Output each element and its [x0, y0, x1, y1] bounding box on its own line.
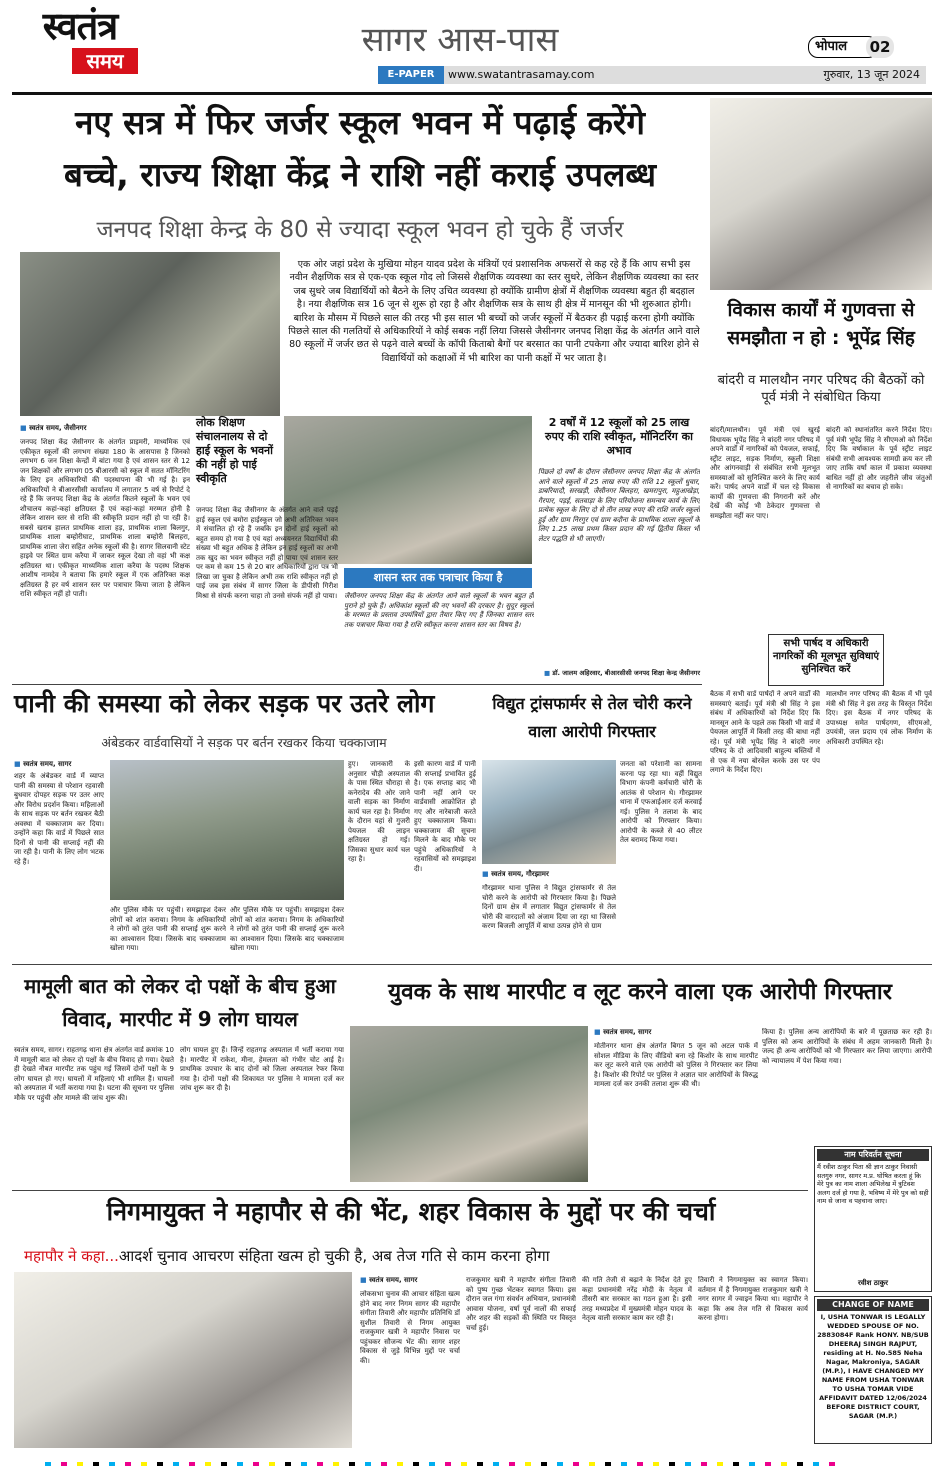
notice-title: नाम परिवर्तन सूचना: [817, 1149, 929, 1161]
robbery-column-2: किया है। पुलिस अन्य आरोपियों के बारे में पूछताछ कर रही है। पुलिस को अन्य आरोपियों के संबंध में अहम जानकारी मिली है। जल्द ही अन्य आरोपियों को भी गिरफ्तार कर लिया जाएगा। आरोपी को न्यायालय में पेश किया गया।: [762, 1028, 932, 1065]
bhupendra-headline: विकास कार्यों में गुणवत्ता से समझौता न हो : भूपेंद्र सिंह: [727, 299, 915, 349]
funding-box-headline: 2 वर्षों में 12 स्कूलों को 25 लाख रुपए की राशि स्वीकृत, मॉनिटरिंग का अभाव: [545, 416, 693, 457]
dispute-column-1: स्वतंत्र समय, सागर। राहतगढ़ थाना क्षेत्र अंतर्गत वार्ड क्रमांक 10 में मामूली बात को लेकर दो पक्षों के बीच विवाद हो गया। देखते ही देखते नौबत मारपीट तक पहुंच गई जिसमें दोनों पक्षों के 9 लोग घायल हो गए। घायलों में महिलाएं भी शामिल हैं। घायलों को अस्पताल में भर्ती कराया गया है। घटना की सूचना पर पुलिस मौके पर पहुंची और मामले की जांच शुरू की।: [14, 1046, 174, 1102]
mayor-headline: निगमायुक्त ने महापौर से की भेंट, शहर विकास के मुद्दों पर की चर्चा: [106, 1197, 716, 1226]
water-byline: ■ स्वतंत्र समय, सागर: [14, 760, 104, 770]
name-change-notice-hindi: [814, 1146, 932, 1292]
robbery-byline: ■ स्वतंत्र समय, सागर: [594, 1028, 694, 1038]
mayor-subhead: [24, 1246, 808, 1268]
notice-signature: रवीश ठाकुर: [858, 1279, 888, 1287]
lead-quote: जैसीनगर जनपद शिक्षा केंद्र के अंतर्गत आने वाले स्कूलों के भवन बहुत ही पुराने हो चुके हैं। अधिकांश स्कूलों की नए भवनों की दरकार है। सुदूर स्कूलों के मरम्मत के प्रस्ताव उपयंत्रियों द्वारा तैयार किए गए हैं जिनका शासन स्तर तक पत्राचार किया गया है राशि स्वीकृत करना शासन स्तर का विषय है।: [344, 592, 534, 629]
website-url[interactable]: www.swatantrasamay.com: [448, 68, 595, 81]
mayor-subhead-red: महापौर ने कहा...: [24, 1247, 119, 1265]
dispute-column-2: लोग घायल हुए हैं। जिन्हें राहतगढ़ अस्पताल में भर्ती कराया गया है। मारपीट में राकेश, मीना, हेमलता को गंभीर चोट आई है। प्राथमिक उपचार के बाद दोनों को जिला अस्पताल रेफर किया गया है। दोनों पक्षों की शिकायत पर पुलिस ने मामला दर्ज कर जांच शुरू कर दी है।: [180, 1046, 344, 1092]
page-number: 02: [866, 36, 894, 58]
water-column-2: और पुलिस मौके पर पहुंची। समझाइश देकर लोगों को शांत कराया। निगम के अधिकारियों ने लोगों को तुरंत पानी की सप्लाई शुरू करने का आश्वासन दिया। जिसके बाद चक्काजाम खोला गया।: [110, 906, 226, 952]
mayor-column-1: लोकसभा चुनाव की आचार संहिता खत्म होने बाद नगर निगम सागर की महापौर संगीता तिवारी और महापौर प्रतिनिधि डॉ सुशील तिवारी से निगम आयुक्त राजकुमार खत्री ने महापौर निवास पर पहुंचकर सौजन्य भेंट की। सागर शहर विकास से जुड़े विभिन्न मुद्दों पर चर्चा की।: [360, 1290, 460, 1365]
lead-intro: एक ओर जहां प्रदेश के मुखिया मोहन यादव प्रदेश के मंत्रियों एवं प्रशासनिक अफसरों से कह रहे हैं कि आप सभी इस नवीन शैक्षणिक सत्र से एक-एक स्कूल गोद लो जिससे शैक्षणिक व्यवस्था का स्तर सुधरे, लेकिन शैक्षणिक व्यवस्था का स्तर जब सुधरे जब विद्यार्थियों को बैठने के लिए उचित व्यवस्था हो क्योंकि ग्रामीण क्षेत्रों में शैक्षणिक व्यवस्था बहुत ही बदहाल है। नया शैक्षणिक सत्र 16 जून से शुरू हो रहा है और शैक्षणिक सत्र के साथ ही क्षेत्र में मानसून की भी शुरुआत होगी। बारिश के मौसम में पिछले साल की तरह भी इस साल भी बच्चों को जर्जर स्कूलों में बैठकर ही पढ़ाई करना होगी क्योंकि पिछले साल की गलतियों से अधिकारियों ने कोई सबक नहीं लिया जिससे जैसीनगर जनपद शिक्षा केंद्र के अंतर्गत आने वाले 80 स्कूलों में जर्जर छत से पढ़ने वाले बच्चों के कॉपी किताबो बैगों पर बरसात का पानी टपकेगा और ज्यादा बारिश होने से विद्यार्थियों को कक्षाओं में भी बारिश का पानी कक्षों में भर जाता है।: [288, 259, 700, 364]
bhupendra-column-2: बांदरी को स्थानांतरित करने निर्देश दिए। पूर्व मंत्री भूपेंद्र सिंह ने सीएमओ को निर्देश दिए कि वर्षाकाल के पूर्व स्ट्रीट लाइट संबंधी सभी आवश्यक सामग्री क्रय कर ली जाए ताकि वर्षा काल में प्रकाश व्यवस्था बाधित नहीं हो और जहरीले जीव जंतुओं से नागरिकों का बचाव हो सके।: [826, 426, 932, 491]
water-headline: पानी की समस्या को लेकर सड़क पर उतरे लोग: [14, 689, 435, 718]
name-change-notice-english: [814, 1296, 932, 1444]
divider: [12, 684, 702, 685]
logo-text-bottom: समय: [72, 48, 138, 74]
transformer-column-1: गौरझामर थाना पुलिस ने विद्युत ट्रांसफार्मर से तेल चोरी करने के आरोपी को गिरफ्तार किया है। पिछले दिनों ग्राम क्षेत्र में लगातार विद्युत ट्रांसफार्मर से तेल चोरी की वारदातों को अंजाम दिया जा रहा था जिससे करण बिजली आपूर्ति में बाधा उत्पन्न होने से ग्राम: [482, 884, 616, 930]
robbery-headline: युवक के साथ मारपीट व लूट करने वाला एक आरोपी गिरफ्तार: [388, 979, 892, 1005]
dilapidated-school-photo: [20, 252, 280, 416]
mayor-meeting-photo: [14, 1272, 352, 1448]
police-station-photo: [482, 760, 616, 864]
lead-subhead: जनपद शिक्षा केन्द्र के 80 से ज्यादा स्कूल भवन हो चुके हैं जर्जर: [96, 217, 624, 243]
transformer-headline: विद्युत ट्रांसफार्मर से तेल चोरी करने वाला आरोपी गिरफ्तार: [492, 694, 692, 741]
transformer-byline: ■ स्वतंत्र समय, गौरझामर: [482, 870, 616, 880]
masthead-rule: [12, 92, 932, 95]
divider: [12, 1190, 808, 1191]
mayor-column-3: की गति तेजी से बढ़ाने के निर्देश देते हुए कहा प्रधानमंत्री नरेंद्र मोदी के नेतृत्व में तीसरी बार सरकार का गठन हुआ है। इसी तरह मध्यप्रदेश में मुख्यमंत्री मोहन यादव के नेतृत्व वाली सरकार काम कर रही है।: [582, 1276, 692, 1322]
bhupendra-column-1: बांदरी/मालथौन। पूर्व मंत्री एवं खुरई विधायक भूपेंद्र सिंह ने बांदरी नगर परिषद में अपने वार्डों में नागरिकों को पेयजल, सफाई, स्ट्रीट लाइट, सड़क निर्माण, स्कूली शिक्षा और आंगनवाड़ी से संबंधित सभी मूलभूत समस्याओं को सुनिश्चित करने के लिए कार्य करें। पार्षद अपने वार्डों में चल रहे विकास कार्यों की गुणवत्ता की निगरानी करें और देखें की कोई भी ठेकेदार गुणवत्ता से समझौता नहीं कर पाए।: [710, 426, 820, 520]
water-column-3: हुए। जानकारी के अनुसार चौड़ी अस्पताल के पास स्थित चौराहा से कनेरादेव की ओर जाने वाली सड़क का निर्माण कार्य चल रहा है। निर्माण के दौरान यहां से गुजरी पेयजल की लाइन क्षतिग्रस्त हो गई। जिसका सुधार कार्य चल रहा है।: [348, 760, 410, 863]
divider: [12, 964, 932, 965]
lead-headline-1: नए सत्र में फिर जर्जर स्कूल भवन में पढ़ाई करेंगे: [75, 103, 645, 142]
notice-text: मैं रवीश ठाकुर पिता श्री ज्ञान ठाकुर निवासी सतगुरु नगर, सागर म.प्र. घोषित करता हूं कि मेरे पुत्र का नाम शाला अभिलेख में त्रुटिवश अलग दर्ज हो गया है, भविष्य में मेरे पुत्र को सही नाम से जाना व पहचाना जाए।: [817, 1163, 929, 1205]
lead-column-1: जनपद शिक्षा केंद्र जैसीनगर के अंतर्गत प्राइमरी, माध्यमिक एवं एकीकृत स्कूलों की लगभग संख्या 180 के आसपास है जिनको लगभग 6 जन शिक्षा केन्द्रों में बांटा गया है एवं शासन स्तर से 12 जन शिक्षकों और लगभग 05 बीआरसी को स्कूल में सतत मॉनिटरिंग के लिए इन अधिकारियों की पदस्थापना की भी गई है। इन अधिकारियों ने बीआरसीसी कार्यालय में लगातार 5 वर्ष से रिपोर्ट दे रहे हैं कि जनपद शिक्षा केंद्र के अंतर्गत कितने स्कूलों के भवन एवं शौचालय कहां-कहां क्षतिग्रस्त हैं एवं कहां-कहां मरम्मत होनी है लेकिन शासन स्तर से राशि की स्वीकृति प्रदान नहीं हो पा रही है। सबसे खराब हालत प्राथमिक शाला हड़, प्राथमिक शाला बिलगुर, प्राथमिक शाला बम्होरीघाट, प्राथमिक शाला बम्होरी बिलहरा, प्राथमिक शाला जेरा सहित अनेक स्कूलों की है। सागर सिलवानी स्टेट हाइवे पर स्थित ग्राम करैया में जाकर स्कूल देखा तो वहां भी कक्ष क्षतिग्रस्त था। एकीकृत माध्यमिक शाला करैया के पदस्थ शिक्षक आशीष नामदेव ने बताया कि हमारे स्कूल में एक अतिरिक्त कक्ष क्षतिग्रस्त है हर वर्ष शासन स्तर पर पत्राचार किया जाता है लेकिन राशि स्वीकृत नहीं हो पाती।: [20, 438, 190, 598]
issue-date: गुरुवार, 13 जून 2024: [823, 68, 920, 81]
bhupendra-column-3: बैठक में सभी वार्ड पार्षदों ने अपने वार्डों की समस्याएं बताईं। पूर्व मंत्री श्री सिंह ने इस संबंध में अधिकारियों को निर्देश दिए कि मानसून आने के पहले तक किसी भी वार्ड में पेयजल आपूर्ति में किसी तरह की बाधा नहीं रहे। पूर्व मंत्री भूपेंद्र सिंह ने बांदरी नगर परिषद के दो आदिवासी बाहुल्य बस्तियों में से एक में नया बोरवेल करके उस पर पंप लगाने के निर्देश दिए।: [710, 690, 820, 774]
lead-headline-2: बच्चे, राज्य शिक्षा केंद्र ने राशि नहीं कराई उपलब्ध: [64, 155, 656, 194]
edition-city: भोपाल: [808, 36, 878, 58]
lead-column-3: पिछले दो वर्षों के दौरान जैसीनगर जनपद शिक्षा केंद्र के अंतर्गत आने वाले स्कूलों में 25 लाख रुपए की राशि 12 स्कूलों धुवार, डाबरियादौ, सरखड़ी, जैसीनगर बिलहरा, खमरापुरा, महुआखेड़ा, गैरपार, पड़ई, सतवाड़ा के लिए परियोजना समन्वय कार्य के लिए प्रत्येक स्कूल के लिए दो से तीन लाख रुपए की राशि जर्जर स्कूलों हुई और ग्राम निरगुर एवं ग्राम बदौना के प्राथमिक शाला स्कूलों के लिए 1.25 लाख प्रथम किस्त प्रदान की गई द्वितीय किस्त भी लेटर पद्धति से भी जाएगी।: [538, 468, 700, 543]
bhupendra-highlight-box: सभी पार्षद व अधिकारी नागरिकों की मूलभूत सुविधाएं सुनिश्चित करें: [768, 634, 884, 686]
meeting-photo: [710, 98, 932, 290]
transformer-column-2: जनता को परेशानी का सामना करना पड़ रहा था। वहीं विद्युत विभाग कंपनी कर्मचारी चोरी के आतंक से परेशान थे। गौरझामर थाना में एफआईआर दर्ज करवाई गई। पुलिस ने तलाश के बाद आरोपी को गिरफ्तार किया। आरोपी के कब्जे से 40 लीटर तेल बरामद किया गया।: [620, 760, 702, 844]
epaper-tag: E-PAPER: [378, 66, 444, 84]
quote-attribution: ■ डॉ. जालम अहिरवार, बीआरसीसी जनपद शिक्षा केन्द्र जैसीनगर: [344, 668, 700, 678]
lead-column-2: जनपद शिक्षा केंद्र जैसीनगर के अंतर्गत आने वाले पड़ई हाई स्कूल एवं बमोरा हाईस्कूल जो अभी अतिरिक्त भवन में संचालित हो रहे हैं जबकि इन दोनों हाई स्कूलों को बहुत समय हो गया है एवं यहां अध्ययनरत विद्यार्थियों की संख्या भी बहुत अधिक है लेकिन इन हाई स्कूलों का अभी तक खुद का भवन स्वीकृत नहीं हो पाया एवं शासन स्तर पर कम से कम 15 से 20 बार अधिकारियों द्वारा पत्र भी लिखा जा चुका है लेकिन अभी तक राशि स्वीकृत नहीं हो पाई जब इस संबंध में सागर जिला के डीपीसी गिरीश मिश्रा से संपर्क करना चाहा तो उनसे संपर्क नहीं हो पाया।: [196, 506, 338, 600]
mayor-column-2: राजकुमार खत्री ने महापौर संगीता तिवारी को पुष्प गुच्छ भेंटकर स्वागत किया। इस दौरान जल गंगा संवर्धन अभियान, प्रधानमंत्री आवास योजना, वर्षा पूर्व नालों की सफाई और शहर की सड़कों की स्थिति पर विस्तृत चर्चा हुई।: [466, 1276, 576, 1332]
newspaper-logo: [14, 4, 146, 78]
bhupendra-column-4: मालथौन नगर परिषद की बैठक में भी पूर्व मंत्री श्री सिंह ने इस तरह के विस्तृत निर्देश दिए। इस बैठक में नगर परिषद के उपाध्यक्ष समेत पार्षदगण, सीएमओ, उपयंत्री, जल प्रदाय एवं लोक निर्माण के अधिकारी उपस्थित रहे।: [826, 690, 932, 746]
robbery-column-1: मोतीनगर थाना क्षेत्र अंतर्गत बिगत 5 जून को अटल पार्क में सोशल मीडिया के लिए वीडियो बना रहे किशोर के साथ मारपीट कर लूट करने वाले एक आरोपी को पुलिस ने गिरफ्तार कर लिया है। किशोर की रिपोर्ट पर पुलिस ने अज्ञात चार आरोपियों के विरुद्ध मामला दर्ज कर उनकी तलाश शुरू की थी।: [594, 1042, 758, 1088]
mayor-byline: ■ स्वतंत्र समय, सागर: [360, 1276, 460, 1286]
water-column-1: शहर के अंबेडकर वार्ड में व्याप्त पानी की समस्या से परेशान रहवासी बुधवार दोपहर सड़क पर उतर आए और विरोध प्रदर्शन किया। महिलाओं के साथ सड़क पर बर्तन रखकर बैठी अवस्था में चक्काजाम कर दिया। उन्होंने कहा कि वार्ड में पिछले सात दिनों से पानी की सप्लाई नहीं की जा रही है। पानी के लिए लोग भटक रहे हैं।: [14, 772, 104, 866]
dispute-headline: मामूली बात को लेकर दो पक्षों के बीच हुआ विवाद, मारपीट में 9 लोग घायल: [24, 974, 336, 1031]
road-protest-photo: [110, 760, 344, 900]
water-column-4: इसी कारण वार्ड में पानी की सप्लाई प्रभावित हुई है। एक सप्ताह बाद भी पानी नहीं आने पर वार्डवासी आक्रोशित हो गए और नारेबाजी करते हुए चक्काजाम किया। चक्काजाम की सूचना मिलने के बाद मौके पर पहुंचे अधिकारियों ने रहवासियों को समझाइश दी।: [414, 760, 476, 873]
lead-byline: ■ स्वतंत्र समय, जैसीनगर: [20, 424, 190, 434]
print-registration-marks: [40, 1454, 905, 1464]
lead-box-headline: लोक शिक्षण संचालनालय से दो हाई स्कूल के भवनों की नहीं हो पाई स्वीकृति: [196, 416, 274, 485]
logo-text-top: स्वतंत्र: [42, 3, 118, 48]
section-title: सागर आस-पास: [361, 20, 559, 60]
arrest-photo: [350, 1026, 588, 1182]
water-subhead: अंबेडकर वार्डवासियों ने सड़क पर बर्तन रखकर किया चक्काजाम: [101, 735, 387, 750]
bhupendra-subhead: बांदरी व मालथौन नगर परिषद की बैठकों को पूर्व मंत्री ने संबोधित किया: [717, 373, 925, 405]
mayor-subhead-quote: आदर्श चुनाव आचरण संहिता खत्म हो चुकी है, अब तेज गति से काम करना होगा: [118, 1247, 550, 1265]
water-column-2b: और पुलिस मौके पर पहुंची। समझाइश देकर लोगों को शांत कराया। निगम के अधिकारियों ने लोगों को तुरंत पानी की सप्लाई शुरू करने का आश्वासन दिया। जिसके बाद चक्काजाम खोला गया।: [230, 906, 344, 952]
notice-text: I, USHA TONWAR IS LEGALLY WEDDED SPOUSE OF NO. 2883084F Rank HONY. NB/SUB DHEERAJ SINGH RAJPUT, residing at H. No.585 Neha Nagar, Makroniya, SAGAR (M.P.), I HAVE CHANGED MY NAME FROM USHA TONWAR TO USHA TOMAR VIDE AFFIDAVIT DATED 12/06/2024 BEFORE DISTRICT COURT, SAGAR (M.P.): [817, 1313, 929, 1420]
notice-title: CHANGE OF NAME: [817, 1299, 929, 1311]
mayor-column-4: तिवारी ने निगमायुक्त का स्वागत किया। वर्तमान में है निगमायुक्त राजकुमार खत्री ने नगर सागर में ज्वाइन किया था। महापौर ने कहा कि अब तेज गति से विकास कार्य करना होगा।: [698, 1276, 808, 1322]
quote-headline: शासन स्तर तक पत्राचार किया है: [344, 568, 532, 588]
